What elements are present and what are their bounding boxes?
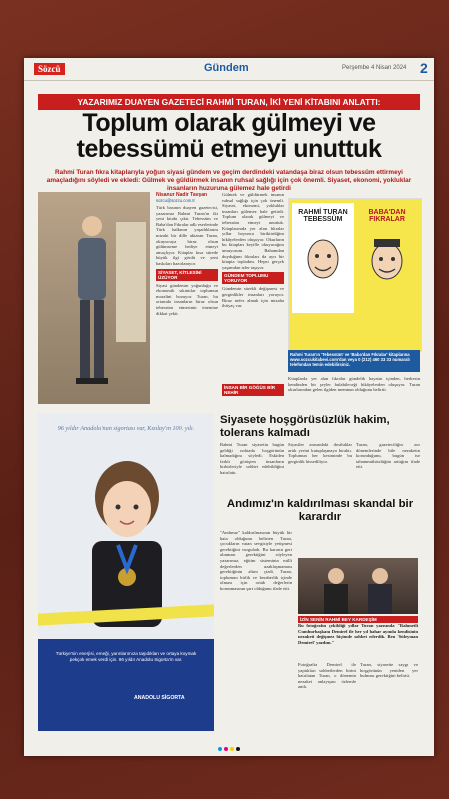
- masthead: [24, 58, 434, 81]
- body-text: Siyasiler arasındaki dostluklar artık yerini kutuplaşmaya bıraktı. Toplumun her kesiminde bu gerginlik hissediliyor.: [288, 442, 352, 464]
- caricature-face-icon: [304, 235, 342, 283]
- book-title: BABA'DAN FIKRALAR: [368, 209, 406, 223]
- section-title: Gündem: [204, 62, 249, 74]
- sozcu-logo: Sözcü: [34, 63, 65, 75]
- body-text: Gündemin sürekli değişmesi ve gerginlikler insanları yoruyor. Biraz nefes almak için mizaha ihtiyaç var.: [222, 286, 284, 309]
- article-column-2: [222, 192, 284, 309]
- article3-body: [220, 530, 292, 592]
- article2-body: [220, 442, 420, 476]
- book-title: RAHMİ TURAN TEBESSÜM: [298, 209, 348, 223]
- ad-tagline: 96 yıldır Anadolu'nun sigortası var, Kızılay'ın 100. yılı.: [57, 425, 195, 432]
- body-text: Fotoğrafta Demirel ile yaptıkları sohbetlerden birini hatırlatan Turan, o dönemin nezaket anlayışını özlemle andı.: [298, 662, 356, 690]
- newspaper-page: [24, 58, 434, 756]
- subhead-3-block: [222, 384, 284, 396]
- byline-name: Nisanur Nadir Tavşan: [156, 192, 208, 198]
- headline-line-1: Toplum olarak gülmeyi ve: [82, 109, 376, 137]
- headline-line-2: tebessümü etmeyi unuttuk: [76, 135, 382, 163]
- article3-body-2: [298, 662, 418, 690]
- photo-caption-text: Bu fotoğrafın çekildiği yıllar Turan yazısında "Rahmetli Cumhurbaşkanı Demirel ile her yıl bahar ayında kendisinin nezaketi değişmez biçimde sohbet ederdik. Ben 'Süleyman Demirel' yazdım.": [298, 623, 418, 645]
- ad-body: Türkiye'nin enerjisi, emeği, yarınlarımıza taşıdıkları ve ortaya koymak pekçok emek verdi için. 96 yıldır Anadolu Sigorta'm var.: [55, 651, 197, 662]
- article2-headline: Siyasete hoşgörüsüzlük hakim, tolerans kalmadı: [220, 414, 390, 439]
- body-text: Kitaplarda yer alan fıkralar gündelik hayatın içinden, herkesin kendinden bir şeyler bulabileceği hikâyelerden oluşuyor. Turan okurlarından gelen ilgiden memnun olduğunu belirtti.: [288, 376, 420, 393]
- page-footer: [24, 742, 434, 756]
- body-text: Siyasi gündemin yoğunluğu ve ekonomik sıkıntılar toplumun moralini bozuyor. Turan, bu ortamda insanların biraz olsun tebessüm etmesinin önemine dikkat çekti.: [156, 282, 218, 316]
- page-number: 2: [420, 60, 428, 76]
- book-promo: [288, 198, 422, 352]
- byline-column: [156, 192, 218, 316]
- rahmi-turan-photo: [38, 192, 150, 404]
- body-text: Rahmi Turan siyasetin bugün geldiği noktada hoşgörünün kalmadığını söyledi. Eskiden farklı görüşten insanların birbirleriyle sohbet edebildiğini hatırlattı.: [220, 442, 284, 475]
- body-text: Türk basının duayen gazetecisi, yazarımız Rahmi Turan'ın iki yeni kitabı çıktı. Tebessüm ve Baba'dan Fıkralar adlı eserlerinde Türk halkının yaşadıklarını mizahi bir dille aktaran Turan, okuyucuya biraz olsun gülümseme hediye etmeyi amaçlıyor. Kitaplar kısa sürede büyük ilgi gördü ve yeni baskıları hazırlanıyor.: [156, 205, 218, 266]
- headline-deck: Rahmi Turan fıkra kitaplarıyla yoğun siyasi gündem ve geçim derdindeki vatandaşa biraz olsun tebessüm ettirmeyi amaçladığını söyledi ve ekledi: Gülmek ve güldürmek insanın ruhsal sağlığı için çok önemli. Siyaset, ekonomi, yokluklar insanların huzuruna gülemez hale getirdi: [46, 169, 412, 192]
- book-promo-caption: Rahmi Turan'ın 'Tebessüm' ve 'Baba'dan Fıkralar' kitaplarına www.sozcukitabevi.com'dan veya 0 (212) 460 33 33 numaralı telefondan temin edebilirsiniz.: [288, 350, 420, 372]
- subhead-1: SİYASET, KİTLESİNİ ÜZÜYOR: [156, 269, 218, 281]
- byline-email: sozcu@sozcu.com.tr: [156, 198, 195, 203]
- demirel-turan-photo: [298, 558, 418, 614]
- color-registration-marks: [24, 742, 434, 756]
- body-text: "Andımız" kaldırılmasının büyük bir hata olduğunu belirten Turan, çocukların vatan sevgisiyle yetişmesi gerektiğini vurguladı. Bu kararın geri alınması gerektiğini söyleyen yazarımız, eğitim sisteminin milli değerlerden uzaklaşmaması gerektiğinin altını çizdi. Turan, toplumun birlik ve beraberlik içinde olması için ortak değerlerin korunmasının şart olduğunu ifade etti.: [220, 530, 292, 591]
- book-cover-tebessum: [292, 203, 354, 313]
- body-text: Turan, gazeteciliğin zor dönemlerinde bile nezaketin korunduğunu, bugün ise tahammülsüzlüğün arttığını ifade etti.: [356, 442, 420, 470]
- bookshelf: [116, 222, 146, 342]
- article-column-3: [288, 376, 420, 393]
- anadolu-sigorta-logo: ANADOLU SİGORTA: [134, 695, 185, 701]
- issue-date: Perşembe 4 Nisan 2024: [342, 65, 407, 71]
- book-cover-babadan: [356, 203, 418, 313]
- kicker: YAZARIMIZ DUAYEN GAZETECİ RAHMİ TURAN, İKİ YENİ KİTABINI ANLATTI:: [38, 94, 420, 110]
- two-men-photo: [298, 558, 418, 614]
- photo-caption-title: İZİN SENİN RAHMİ BEY KARDEŞİM: [298, 616, 418, 623]
- photo-caption-block: [298, 616, 418, 645]
- child-photo: [72, 457, 182, 627]
- caricature-face-icon: [368, 235, 406, 283]
- anadolu-sigorta-ad: [38, 413, 214, 731]
- article3-headline: Andımız'ın kaldırılması skandal bir karardır: [226, 498, 414, 523]
- subhead-2: GÜNDEM TOPLUMU YORUYOR: [222, 272, 284, 284]
- person-figure: [68, 212, 116, 392]
- body-text: Gülmek ve güldürmek insanın ruhsal sağlığı için çok önemli. Siyaset, ekonomi, yokluklar insanları gülemez hale getirdi. Toplum olarak gülmeyi ve tebessüm etmeyi unuttuk. Kitaplarımda yer alan fıkralar yıllar boyunca biriktirdiğim hikâyelerden oluşuyor. Okurların bu kitapları keyifle okuyacağını umuyorum. Babamdan duyduğum fıkraları da ayrı bir kitapta topladım. Hepsi gerçek yaşamdan izler taşıyor.: [222, 192, 284, 270]
- subhead-3: İNSAN BİR GÖĞÜS BİR NEHİR: [222, 384, 284, 396]
- main-headline: [38, 110, 420, 162]
- body-text: Turan, siyasette saygı ve hoşgörünün yeniden yer bulması gerektiğini belirtti.: [360, 662, 418, 679]
